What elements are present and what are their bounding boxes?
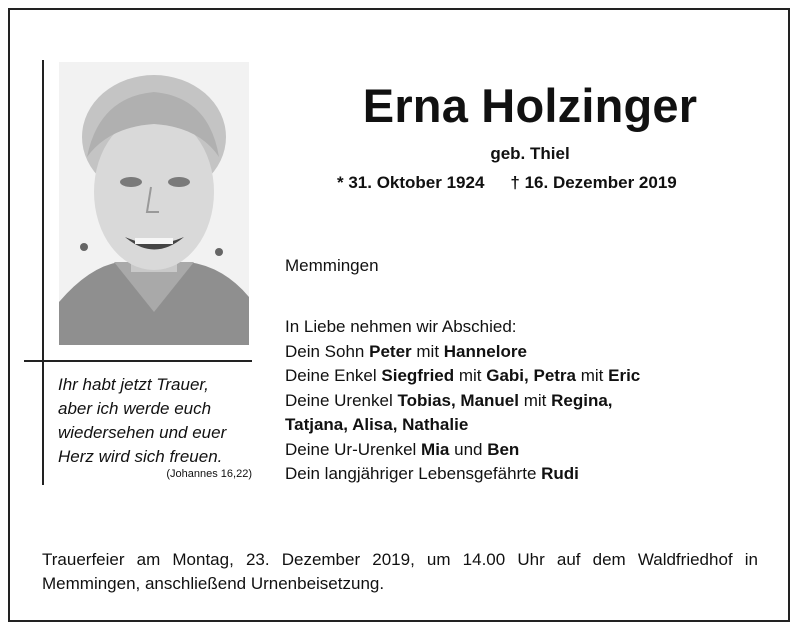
family-relation-text: Dein Sohn bbox=[285, 341, 370, 361]
quote-line: wiedersehen und euer bbox=[58, 423, 227, 442]
family-relation-text: mit bbox=[454, 366, 487, 385]
family-row bbox=[285, 438, 775, 463]
family-relation-text: mit bbox=[519, 390, 552, 410]
family-member-name: Peter bbox=[369, 341, 412, 361]
family-row bbox=[285, 462, 775, 487]
family-row bbox=[285, 340, 775, 365]
family-row bbox=[285, 413, 775, 438]
family-intro: In Liebe nehmen wir Abschied: bbox=[285, 317, 517, 336]
life-dates bbox=[337, 173, 677, 193]
family-member-name: Mia bbox=[421, 439, 450, 459]
family-relation-text: mit bbox=[411, 341, 444, 361]
quote-reference: (Johannes 16,22) bbox=[166, 468, 252, 480]
quote-line: aber ich werde euch bbox=[58, 399, 212, 418]
deceased-name: Erna Holzinger bbox=[362, 79, 698, 132]
quote-line: Herz wird sich freuen. bbox=[58, 447, 223, 466]
family-relation-text: Deine Ur-Urenkel bbox=[285, 439, 422, 459]
family-member-name: Tobias, Manuel bbox=[397, 390, 519, 410]
portrait-photo bbox=[59, 62, 249, 345]
ceremony-info: Trauerfeier am Montag, 23. Dezember 2019, um 14.00 Uhr auf dem Waldfriedhof in Memmingen, anschließend Urnenbeisetzung. bbox=[42, 550, 758, 593]
family-member-name: Siegfried bbox=[381, 366, 455, 385]
death-date: † 16. Dezember 2019 bbox=[510, 173, 677, 192]
family-member-name: Rudi bbox=[541, 464, 579, 483]
family-member-name: Gabi, Petra bbox=[486, 366, 577, 385]
family-row bbox=[285, 364, 775, 389]
quote-line: Ihr habt jetzt Trauer, bbox=[58, 375, 209, 394]
family-list bbox=[285, 315, 775, 487]
family-member-name: Hannelore bbox=[443, 341, 527, 361]
bible-quote bbox=[58, 373, 258, 469]
family-relation-text: Deine Enkel bbox=[285, 366, 382, 385]
family-member-name: Eric bbox=[608, 366, 641, 385]
vertical-divider bbox=[42, 60, 44, 485]
family-member-name: Tatjana, Alisa, Nathalie bbox=[285, 415, 469, 434]
family-relation-text: Deine Urenkel bbox=[285, 390, 398, 410]
horizontal-divider bbox=[24, 360, 252, 362]
location: Memmingen bbox=[285, 256, 379, 275]
family-relation-text: mit bbox=[576, 366, 609, 385]
birth-date: * 31. Oktober 1924 bbox=[337, 173, 485, 192]
birth-name: geb. Thiel bbox=[490, 144, 570, 163]
family-row bbox=[285, 389, 775, 414]
family-member-name: Regina, bbox=[551, 390, 613, 410]
family-relation-text: Dein langjähriger Lebensgefährte bbox=[285, 464, 542, 483]
family-member-name: Ben bbox=[487, 439, 520, 459]
family-relation-text: und bbox=[449, 439, 488, 459]
